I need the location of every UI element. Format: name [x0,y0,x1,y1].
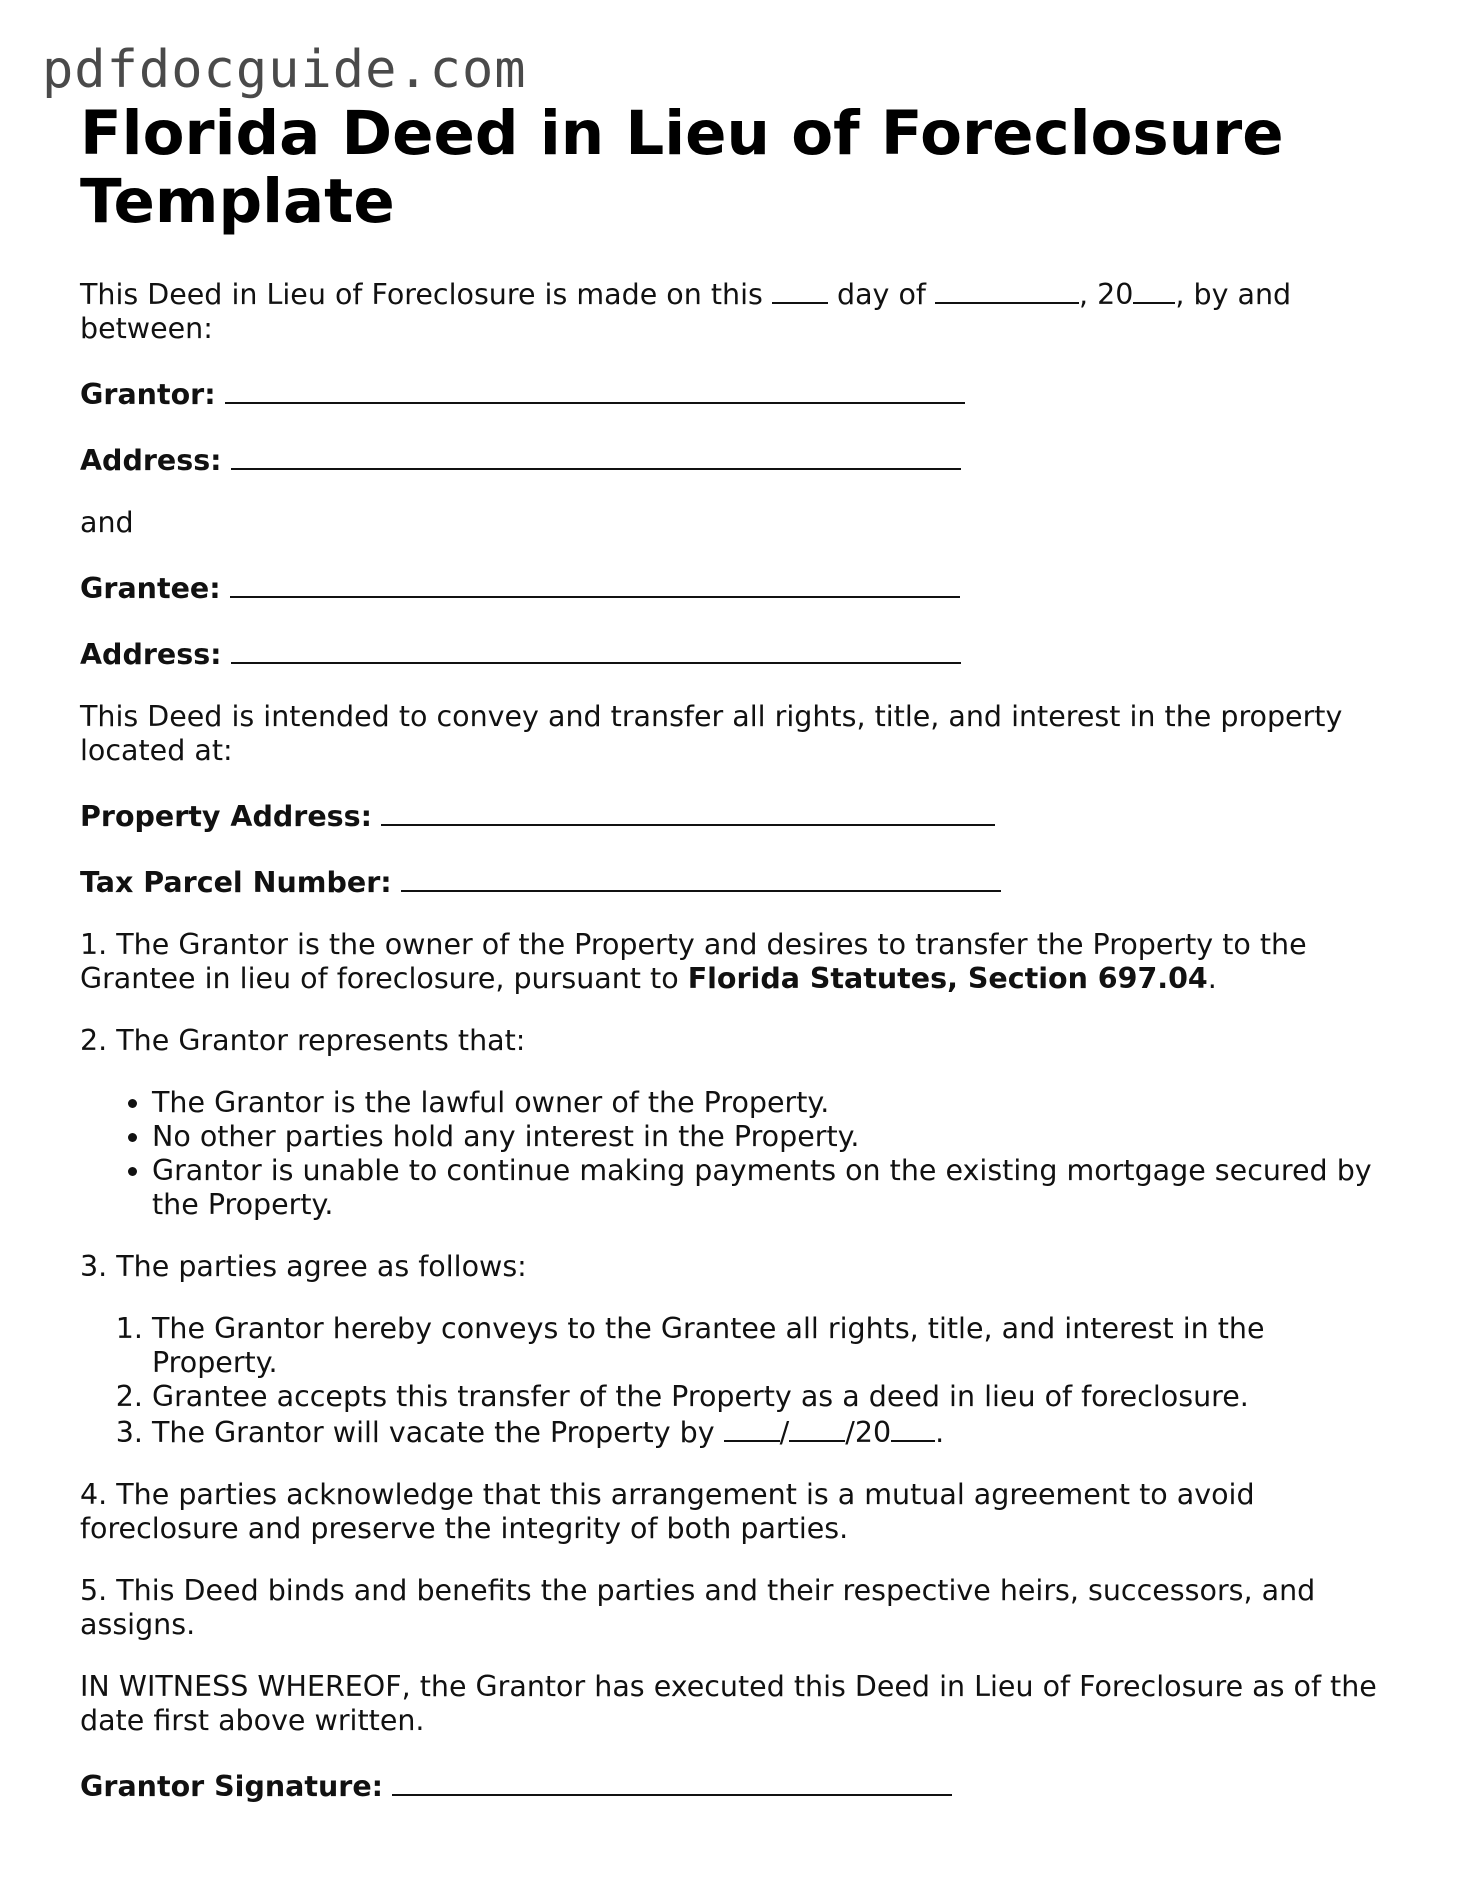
list-item: • The Grantor is the lawful owner of the Property. [152,1086,1380,1120]
vacate-end: . [935,1416,945,1449]
tax-parcel-field [80,862,1380,900]
tax-parcel-label: Tax Parcel Number: [80,866,392,899]
watermark-text: pdfdocguide.com [42,40,527,100]
clause-2: 2. The Grantor represents that: [80,1024,526,1057]
page-title: Florida Deed in Lieu of Foreclosure Template [80,98,1284,237]
grantee-label: Grantee: [80,572,221,605]
signature-line[interactable] [392,1766,952,1796]
grantor-address-label: Address: [80,444,222,477]
list-item: 2. Grantee accepts this transfer of the Property as a deed in lieu of foreclosure. [152,1380,1380,1414]
clause-3-list [80,1312,1380,1450]
clause-2-list [80,1086,1380,1222]
clause-1 [80,928,1380,996]
property-address-field [80,796,1380,834]
signature-label: Grantor Signature: [80,1770,384,1803]
grantor-address-field [80,440,1380,478]
month-blank[interactable] [935,276,1079,304]
clause-3: 3. The parties agree as follows: [80,1250,527,1283]
and-text: and [80,506,134,539]
list-item: • No other parties hold any interest in the Property. [152,1120,1380,1154]
intro-suffix: , by and between: [80,278,1292,345]
grantee-field [80,568,1380,606]
intro-year-prefix: , 20 [1079,278,1134,311]
vacate-day-blank[interactable] [789,1414,845,1442]
grantee-line[interactable] [230,568,960,598]
vacate-sep: / [779,1416,790,1449]
grantor-address-line[interactable] [231,440,961,470]
year-blank[interactable] [1133,276,1175,304]
vacate-year-prefix: /20 [845,1416,892,1449]
signature-field [80,1766,1380,1804]
grantor-label: Grantor: [80,378,216,411]
witness-paragraph: IN WITNESS WHEREOF, the Grantor has executed this Deed in Lieu of Foreclosure as of the date first above written. [80,1670,1377,1737]
grantor-field [80,374,1380,412]
clause-1-statute: Florida Statutes, Section 697.04 [687,962,1208,995]
list-item: 1. The Grantor hereby conveys to the Grantee all rights, title, and interest in the Property. [152,1312,1380,1380]
tax-parcel-line[interactable] [401,862,1001,892]
grantee-address-field [80,634,1380,672]
vacate-month-blank[interactable] [724,1414,780,1442]
convey-paragraph: This Deed is intended to convey and transfer all rights, title, and interest in the property located at: [80,700,1343,767]
list-item [152,1414,1380,1450]
grantee-address-line[interactable] [231,634,961,664]
list-item: • Grantor is unable to continue making payments on the existing mortgage secured by the Property. [152,1154,1380,1222]
clause-4: 4. The parties acknowledge that this arrangement is a mutual agreement to avoid foreclosure and preserve the integrity of both parties. [80,1478,1255,1545]
day-blank[interactable] [772,276,828,304]
vacate-year-blank[interactable] [891,1414,935,1442]
grantee-address-label: Address: [80,638,222,671]
intro-prefix: This Deed in Lieu of Foreclosure is made on this [80,278,763,311]
intro-day-word: day of [836,278,926,311]
clause-1-end: . [1207,962,1217,995]
vacate-prefix: The Grantor will vacate the Property by [152,1416,715,1449]
property-address-label: Property Address: [80,800,372,833]
property-address-line[interactable] [381,796,995,826]
intro-paragraph [80,276,1380,346]
document-page [80,100,1380,1804]
clause-5: 5. This Deed binds and benefits the parties and their respective heirs, successors, and assigns. [80,1574,1316,1641]
grantor-line[interactable] [225,374,965,404]
clause-1-text: 1. The Grantor is the owner of the Property and desires to transfer the Property to the Grantee in lieu of foreclosure, pursuant to [80,928,1307,995]
